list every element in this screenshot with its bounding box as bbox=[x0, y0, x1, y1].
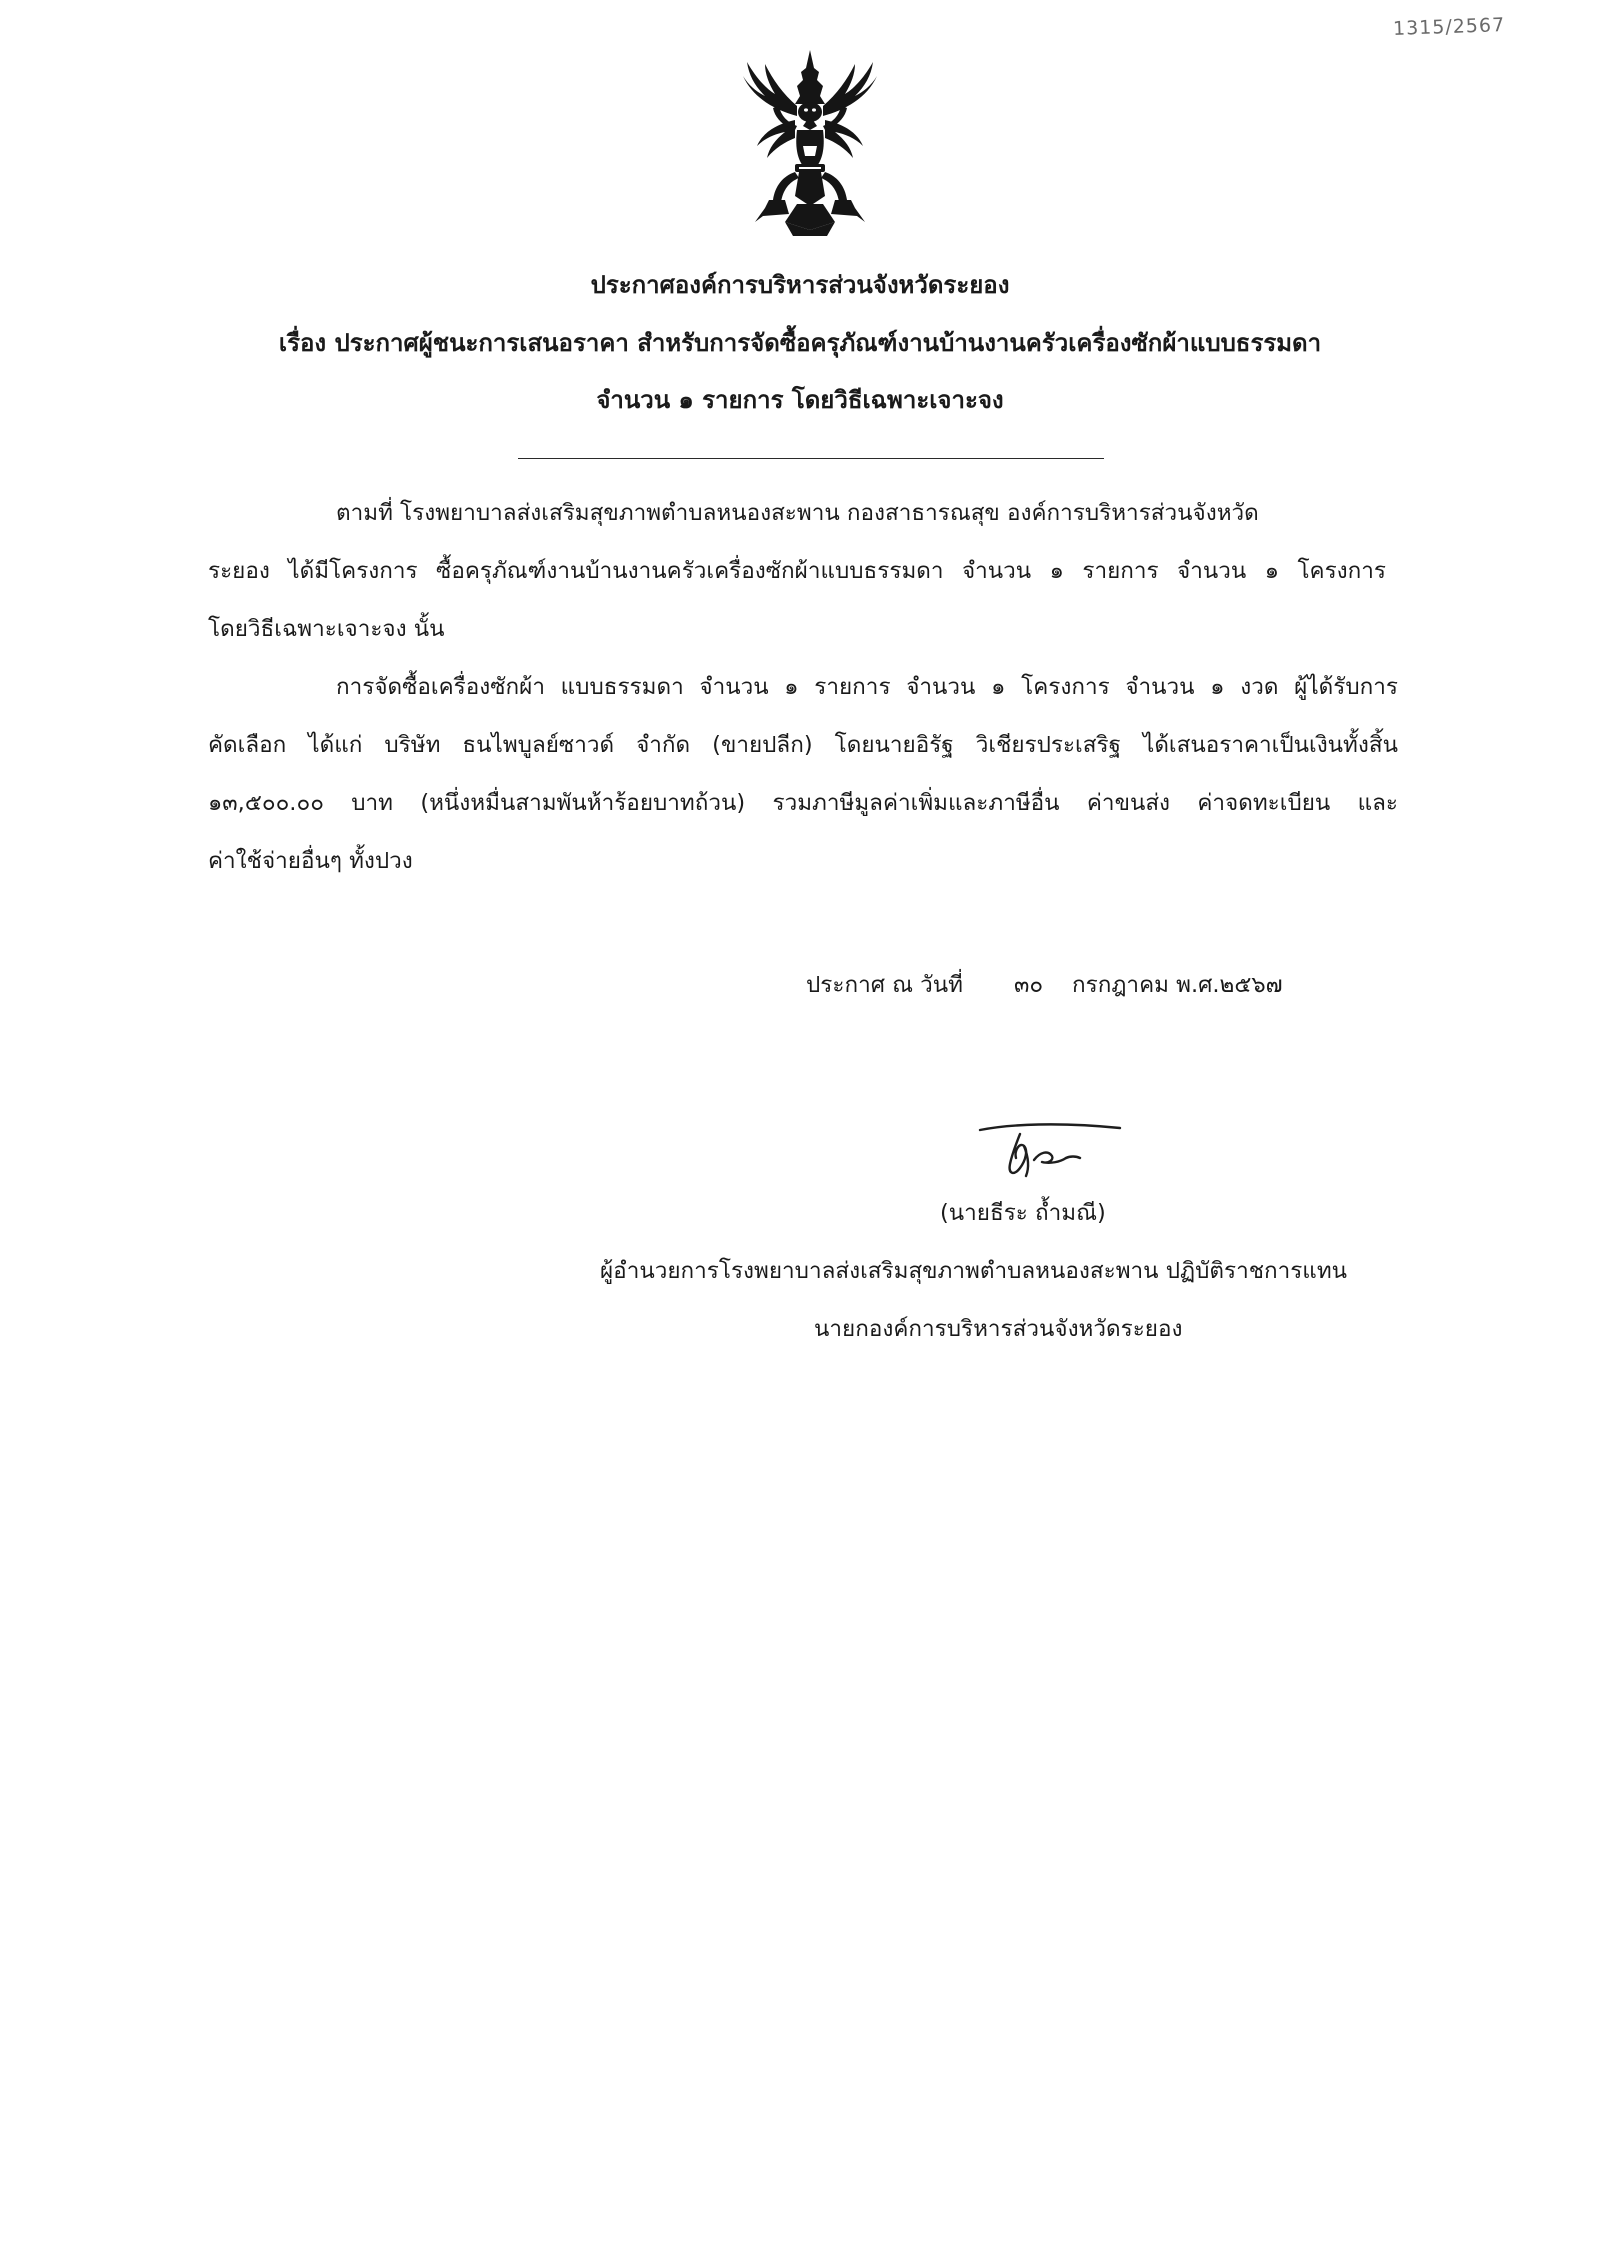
announcement-subject-line2: จำนวน ๑ รายการ โดยวิธีเฉพาะเจาะจง bbox=[596, 386, 1004, 414]
body-paragraph-2-line-3: ๑๓,๕๐๐.๐๐ บาท (หนึ่งหมื่นสามพันห้าร้อยบาทถ้วน) รวมภาษีมูลค่าเพิ่มและภาษีอื่น ค่าขนส่ง ค่าจดทะเบียน และ bbox=[208, 790, 1398, 816]
announcement-date-day: ๓๐ bbox=[1014, 972, 1044, 998]
announcement-subject: เรื่อง ประกาศผู้ชนะการเสนอราคา สำหรับการจัดซื้อครุภัณฑ์งานบ้านงานครัวเครื่องซักผ้าแบบธรรมดา bbox=[278, 329, 1322, 357]
body-paragraph-1-line-1: ตามที่ โรงพยาบาลส่งเสริมสุขภาพตำบลหนองสะพาน กองสาธารณสุข องค์การบริหารส่วนจังหวัด bbox=[336, 500, 1259, 526]
garuda-emblem bbox=[735, 46, 885, 246]
signatory-name: (นายธีระ ถ้ำมณี) bbox=[940, 1200, 1106, 1226]
body-paragraph-1-line-3: โดยวิธีเฉพาะเจาะจง นั้น bbox=[208, 616, 445, 642]
announcement-title: ประกาศองค์การบริหารส่วนจังหวัดระยอง bbox=[590, 271, 1010, 299]
body-paragraph-1-line-2: ระยอง ได้มีโครงการ ซื้อครุภัณฑ์งานบ้านงานครัวเครื่องซักผ้าแบบธรรมดา จำนวน ๑ รายการ จำนวน ๑ โครงการ bbox=[208, 558, 1386, 584]
body-paragraph-2-line-2: คัดเลือก ได้แก่ บริษัท ธนไพบูลย์ซาวด์ จำกัด (ขายปลีก) โดยนายอิรัฐ วิเชียรประเสริฐ ได้เสนอราคาเป็นเงินทั้งสิ้น bbox=[208, 732, 1398, 758]
announcement-date-month-year: กรกฎาคม พ.ศ.๒๕๖๗ bbox=[1072, 972, 1283, 998]
handwritten-signature bbox=[970, 1120, 1130, 1200]
filing-number: 1315/2567 bbox=[1392, 14, 1506, 40]
signatory-position-line-2: นายกองค์การบริหารส่วนจังหวัดระยอง bbox=[814, 1316, 1183, 1342]
signatory-position-line-1: ผู้อำนวยการโรงพยาบาลส่งเสริมสุขภาพตำบลหนองสะพาน ปฏิบัติราชการแทน bbox=[600, 1258, 1348, 1284]
title-divider bbox=[518, 458, 1104, 459]
body-paragraph-2-line-4: ค่าใช้จ่ายอื่นๆ ทั้งปวง bbox=[208, 848, 413, 874]
announcement-date-prefix: ประกาศ ณ วันที่ bbox=[806, 972, 964, 998]
body-paragraph-2-line-1: การจัดซื้อเครื่องซักผ้า แบบธรรมดา จำนวน ๑ รายการ จำนวน ๑ โครงการ จำนวน ๑ งวด ผู้ได้รับการ bbox=[336, 674, 1398, 700]
